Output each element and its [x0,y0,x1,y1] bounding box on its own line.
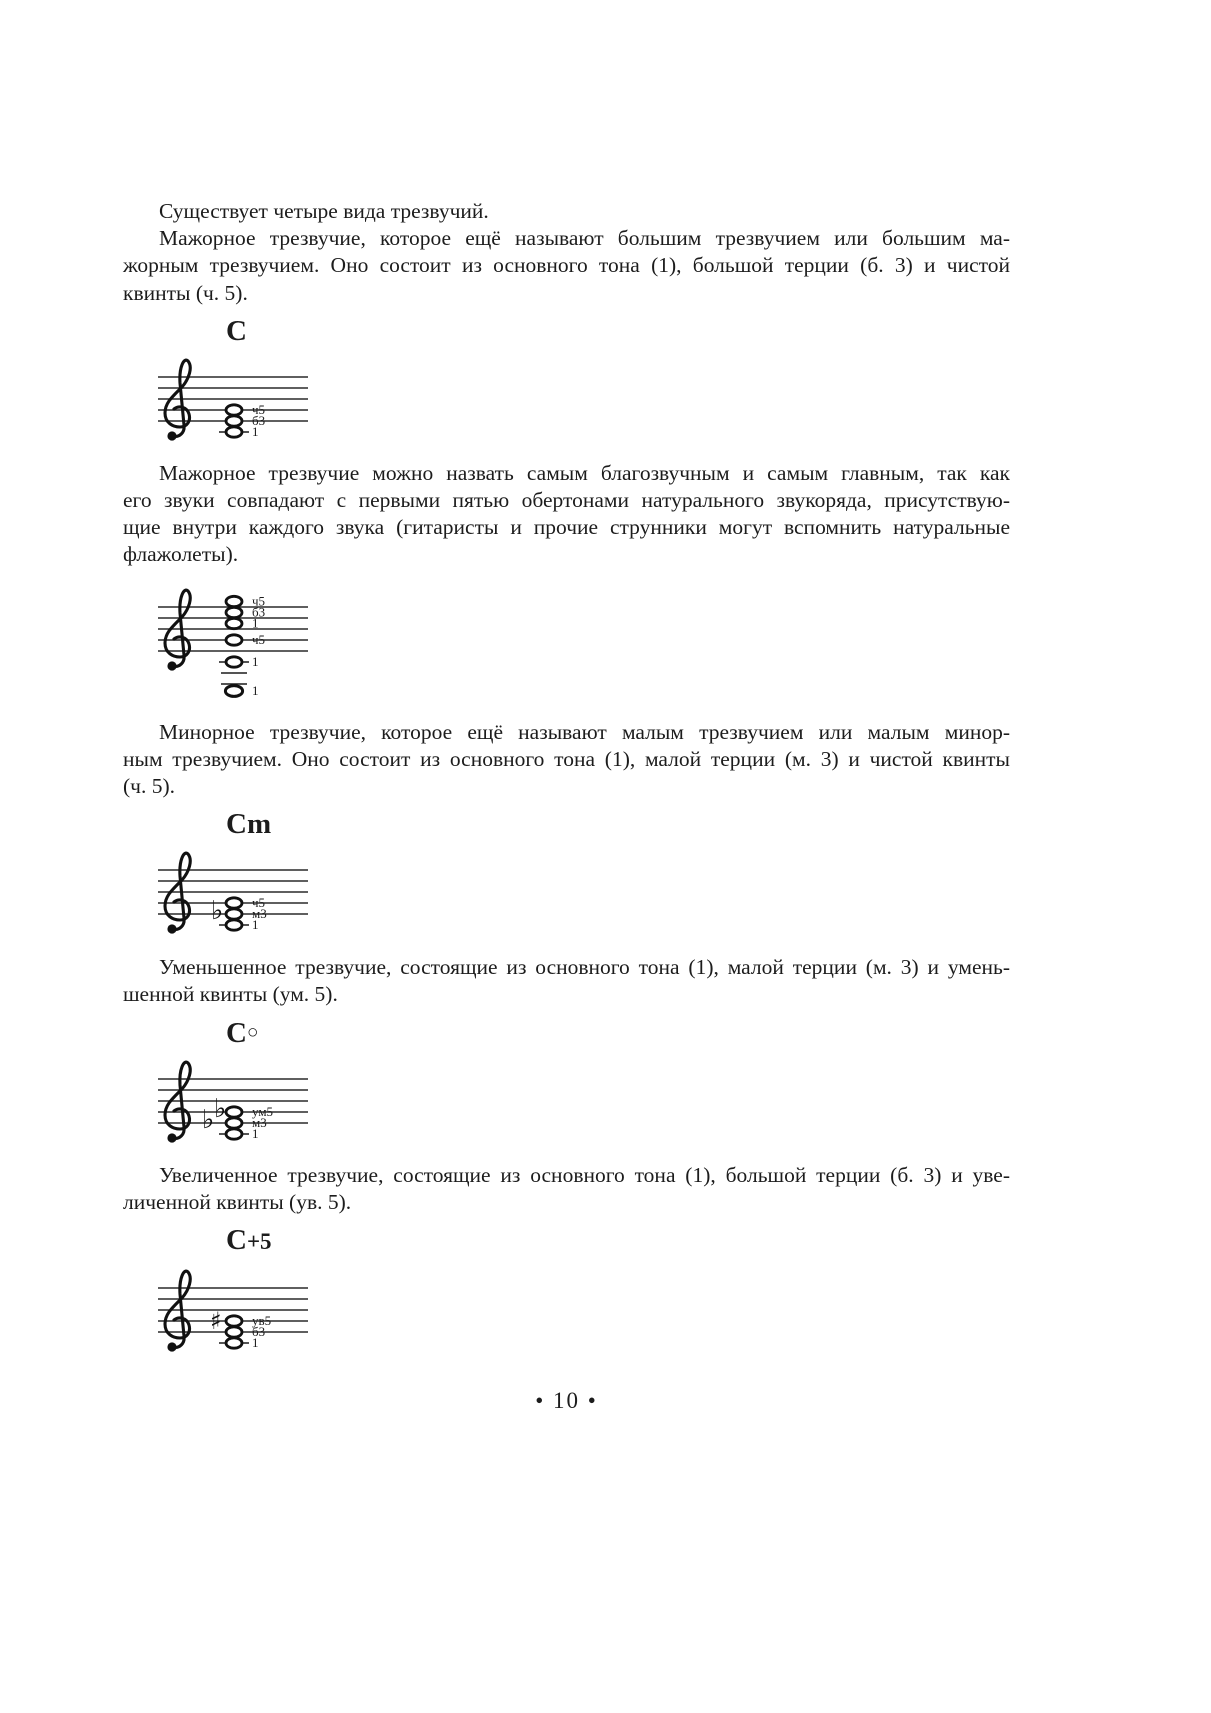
text-line: ным трезвучием. Оно состоит из основного тона (1), малой терции (м. 3) и чистой квинты [123,746,1010,771]
treble-clef-icon [165,853,190,933]
paragraph-minor-triad [123,719,1010,801]
music-example-overtone-series [156,581,456,705]
note-c3 [225,685,242,696]
chord-label-base: C [226,1224,247,1257]
interval-label-third: б3 [252,412,266,428]
chord-label-c-major [226,314,1010,348]
interval-label: 1 [252,682,259,698]
interval-label: 1 [252,615,259,631]
interval-label-fifth: ум5 [252,1103,274,1119]
interval-label-third: м3 [252,1114,267,1130]
flat-accidental: ♭ [214,1093,227,1124]
chord-label-base: C [226,808,247,841]
flat-accidental: ♭ [211,896,224,927]
treble-clef-icon [165,590,190,670]
music-example-c-augmented [156,1262,456,1362]
music-example-c-minor [156,844,456,944]
chord-label-c-diminished [226,1016,1010,1050]
overtone-notes [219,596,249,696]
text-line: Уменьшенное трезвучие, состоящие из основного тона (1), малой терции (м. 3) и умень- [159,955,1010,980]
music-example-c-diminished [156,1053,456,1153]
text-line: личенной квинты (ув. 5). [123,1189,352,1214]
interval-label-fifth: ув5 [252,1313,272,1329]
paragraph-augmented-triad [123,1162,1010,1216]
note-e5 [226,607,242,617]
note-e-flat [226,909,242,919]
interval-label-root: 1 [252,917,259,933]
interval-label: ч5 [252,631,266,647]
text-line: жорным трезвучием. Оно состоит из основного тона (1), большой терции (б. 3) и чистой [123,253,1010,278]
interval-label-root: 1 [252,1125,259,1141]
treble-clef-icon [165,360,190,440]
text-line: Минорное трезвучие, которое ещё называют малым трезвучием или малым минор- [159,719,1010,744]
paragraph-overtones [123,460,1010,569]
interval-label-root: 1 [252,1335,259,1351]
paragraph-major-triad [123,225,1010,307]
interval-label-fifth: ч5 [252,401,266,417]
note-g-flat [226,1106,242,1116]
treble-clef-icon [165,1062,190,1142]
text-line: щие внутри каждого звука (гитаристы и прочие струнники могут вспомнить натуральные [123,515,1010,540]
text-line: его звуки совпадают с первыми пятью обертонами натурального звукоряда, присутствую- [123,488,1010,513]
text-line: флажолеты). [123,542,239,567]
interval-label-third: м3 [252,906,267,922]
chord-label-suffix: +5 [246,1229,272,1255]
text-line: шенной квинты (ум. 5). [123,982,338,1007]
music-example-c-major [156,351,456,451]
treble-clef-icon [165,1271,190,1351]
interval-label-fifth: ч5 [252,895,266,911]
paragraph-intro [123,198,1010,225]
note-c [226,1128,242,1138]
note-c [226,1338,242,1348]
text-line: квинты (ч. 5). [123,280,248,305]
page-number: • 10 • [535,1388,598,1414]
note-c [226,920,242,930]
flat-accidental: ♭ [202,1104,215,1135]
note-e-flat [226,1117,242,1127]
note-c4 [226,656,242,666]
note-g [226,898,242,908]
interval-label-root: 1 [252,423,259,439]
interval-label-third: б3 [252,1324,266,1340]
text-line: (ч. 5). [123,774,176,799]
note-g [226,405,242,415]
interval-label: ч5 [252,593,266,609]
text-line: Мажорное трезвучие можно назвать самым благозвучным и самым главным, так как [159,460,1010,485]
note-g4 [226,634,242,644]
chord-label-c-augmented [226,1223,1010,1259]
note-c [226,427,242,437]
chord-label-base: C [226,1016,247,1049]
note-e [226,416,242,426]
sharp-accidental: ♯ [210,1307,222,1336]
note-g-sharp [226,1316,242,1326]
chord-label-base: C [226,314,247,347]
text-line: Существует четыре вида трезвучий. [159,199,489,223]
chord-label-suffix: ○ [246,1021,259,1043]
interval-label: б3 [252,604,266,620]
interval-label: 1 [252,653,259,669]
text-line: Увеличенное трезвучие, состоящие из основного тона (1), большой терции (б. 3) и уве- [159,1162,1010,1187]
chord-label-c-minor [226,807,1010,841]
note-g5 [226,596,242,606]
note-e [226,1327,242,1337]
note-c5 [226,618,242,628]
chord-label-suffix: m [246,808,272,841]
text-line: Мажорное трезвучие, которое ещё называют большим трезвучием или большим ма- [159,226,1010,251]
paragraph-diminished-triad [123,954,1010,1008]
